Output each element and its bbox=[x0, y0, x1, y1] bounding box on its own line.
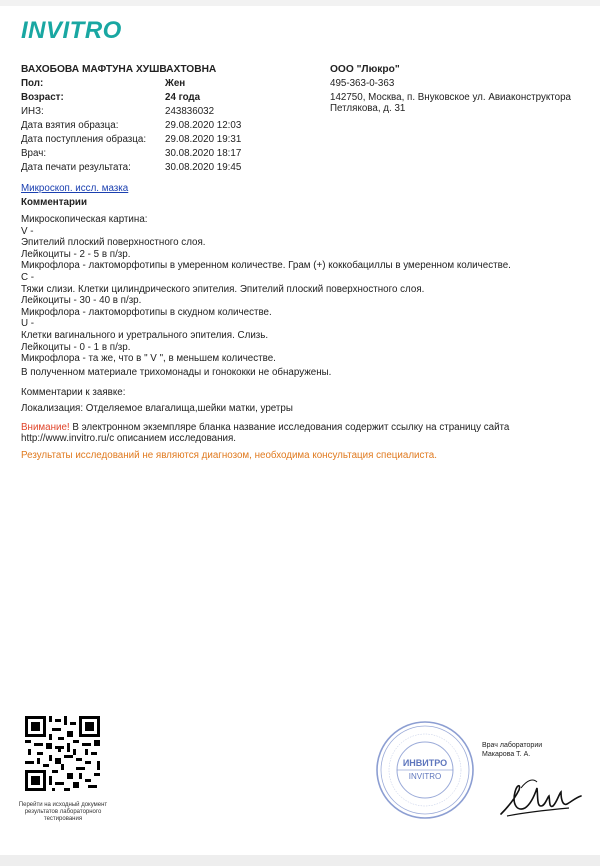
qr-code-icon[interactable] bbox=[25, 716, 100, 791]
comment-line: Микрофлора - лактоморфотипы в скудном количестве. bbox=[21, 306, 272, 318]
comment-line: Микроскопическая картина: bbox=[21, 214, 148, 225]
top-divider bbox=[0, 0, 600, 6]
qr-caption: Перейти на исходный документ результатов лабораторного тестирования bbox=[18, 802, 108, 822]
doctor-name: Макарова Т. А. bbox=[482, 751, 531, 758]
stamp-text-latin: INVITRO bbox=[408, 772, 442, 781]
sample-date-value: 29.08.2020 12:03 bbox=[165, 120, 242, 131]
clinic-name: ООО "Люкро" bbox=[330, 64, 400, 75]
comment-line: C - bbox=[21, 271, 35, 283]
handwritten-signature-icon bbox=[497, 770, 587, 825]
gender-label: Пол: bbox=[21, 78, 44, 89]
clinic-address-line2: Петлякова, д. 31 bbox=[330, 103, 406, 114]
comment-line: Эпителий плоский поверхностного слоя. bbox=[21, 237, 206, 249]
comment-line: Клетки вагинального и уретрального эпителия. Слизь. bbox=[21, 329, 269, 341]
doctor-signature-block bbox=[482, 741, 542, 759]
bottom-divider bbox=[0, 855, 600, 866]
comment-line: Лейкоциты - 30 - 40 в п/зр. bbox=[21, 295, 142, 307]
comment-line: V - bbox=[21, 225, 34, 237]
comment-line: Тяжи слизи. Клетки цилиндрического эпителия. Эпителий плоский поверхностного слоя. bbox=[21, 283, 425, 295]
comments-body bbox=[21, 214, 581, 365]
clinic-address-line1: 142750, Москва, п. Внуковское ул. Авиаконструктора bbox=[330, 92, 571, 103]
stamp-text: ИНВИТРО bbox=[402, 758, 448, 768]
comments-title: Комментарии bbox=[21, 197, 87, 208]
comment-line: Микрофлора - та же, что в " V ", в меньшем количестве. bbox=[21, 353, 276, 365]
print-date-value: 30.08.2020 19:45 bbox=[165, 162, 242, 173]
notice-label: Внимание! bbox=[21, 422, 70, 433]
inz-label: ИНЗ: bbox=[21, 106, 44, 117]
comment-line: Микрофлора - лактоморфотипы в умеренном количестве. Грам (+) коккобациллы в умеренном количестве. bbox=[21, 260, 511, 272]
patient-name: ВАХОБОВА МАФТУНА ХУШВАХТОВНА bbox=[21, 64, 217, 75]
notice-line2: http://www.invitro.ru/с описанием исследования. bbox=[21, 433, 237, 444]
gender-value: Жен bbox=[165, 78, 186, 89]
clinic-stamp-icon bbox=[375, 720, 475, 820]
doctor-title: Врач лаборатории bbox=[482, 742, 543, 749]
conclusion-text: В полученном материале трихомонады и гонококки не обнаружены. bbox=[21, 367, 332, 378]
clinic-phone: 495-363-0-363 bbox=[330, 78, 395, 89]
comment-line: Лейкоциты - 0 - 1 в п/зр. bbox=[21, 341, 131, 353]
doctor-label: Врач: bbox=[21, 148, 47, 159]
age-label: Возраст: bbox=[21, 92, 64, 103]
request-comments-label: Комментарии к заявке: bbox=[21, 387, 126, 398]
localization-text: Локализация: Отделяемое влагалища,шейки матки, уретры bbox=[21, 403, 293, 414]
received-date-value: 29.08.2020 19:31 bbox=[165, 134, 242, 145]
age-value: 24 года bbox=[165, 92, 201, 103]
inz-value: 243836032 bbox=[165, 106, 215, 117]
disclaimer-text: Результаты исследований не являются диагнозом, необходима консультация специалиста. bbox=[21, 450, 437, 461]
notice-text: В электронном экземпляре бланка название исследования содержит ссылку на страницу сайта bbox=[69, 422, 510, 433]
sample-date-label: Дата взятия образца: bbox=[21, 120, 119, 131]
received-date-label: Дата поступления образца: bbox=[21, 134, 147, 145]
doctor-value: 30.08.2020 18:17 bbox=[165, 148, 242, 159]
invitro-logo: INVITRO bbox=[21, 17, 122, 44]
comment-line: U - bbox=[21, 318, 35, 330]
test-name-link[interactable]: Микроскоп. иссл. мазка bbox=[21, 183, 129, 194]
print-date-label: Дата печати результата: bbox=[21, 162, 131, 173]
comment-line: Лейкоциты - 2 - 5 в п/зр. bbox=[21, 248, 131, 260]
